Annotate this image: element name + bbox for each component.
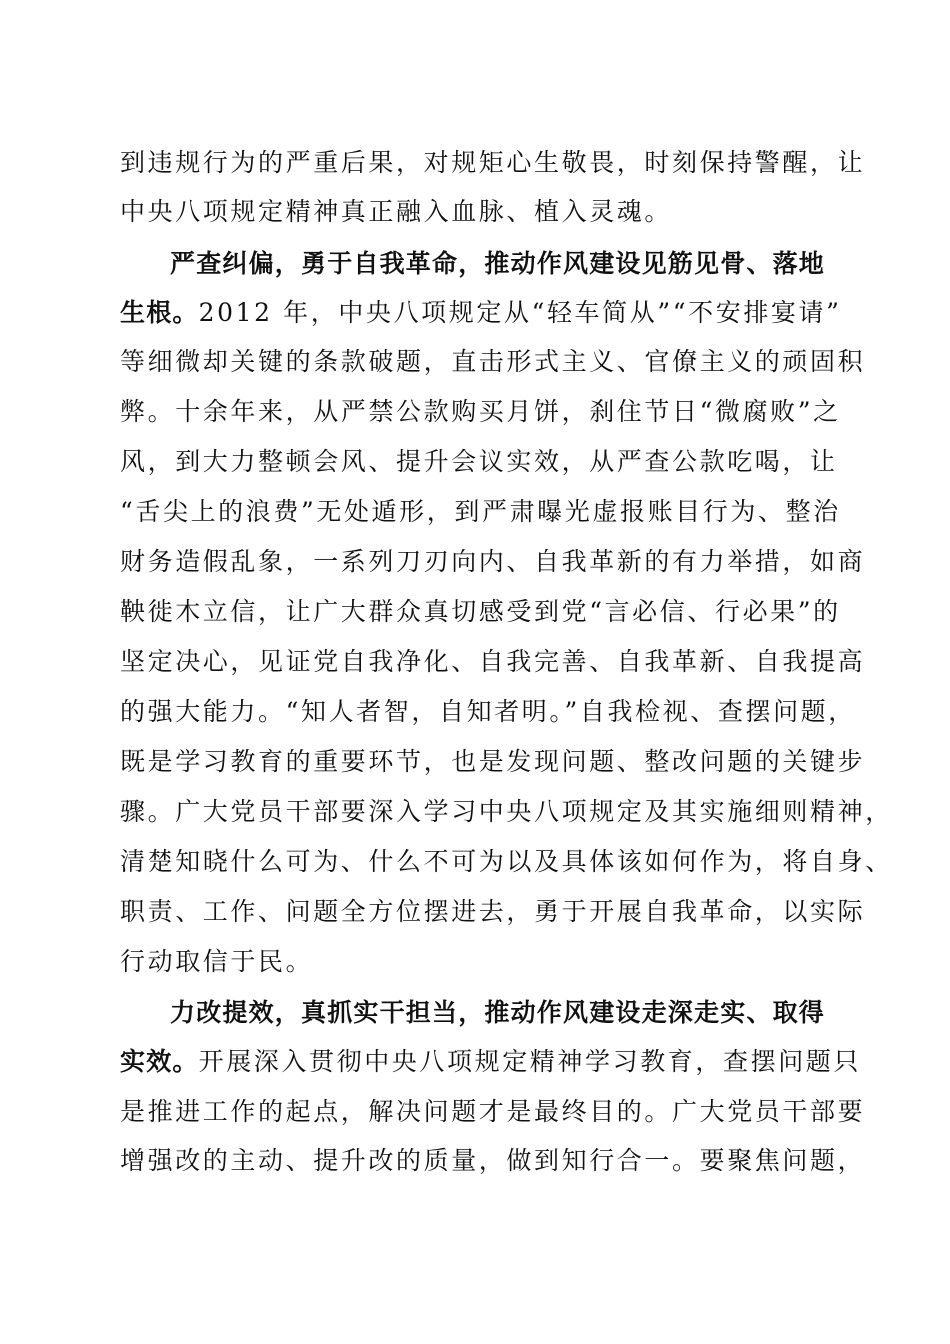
text-line-5 [120, 347, 866, 377]
line-text: 行动取信于民。 [120, 947, 314, 976]
line-text: 到违规行为的严重后果，对规矩心生敬畏，时刻保持警醒，让 [120, 148, 866, 177]
heading-text: 严查纠偏，勇于自我革命，推动作风建设见筋见骨、落地 [170, 249, 826, 278]
text-line-4 [120, 298, 842, 328]
text-line-2 [120, 197, 835, 227]
text-line-19 [120, 1047, 862, 1077]
text-line-12 [120, 697, 856, 727]
line-text: 清楚知晓什么可为、什么不可为以及具体该如何作为，将自身、 [120, 847, 893, 876]
text-line-10 [120, 597, 841, 627]
line-text: 弊。十余年来，从严禁公款购买月饼，刹住节日“微腐败”之 [120, 397, 841, 426]
text-line-1 [120, 148, 866, 178]
line-text: 职责、工作、问题全方位摆进去，勇于开展自我革命，以实际 [120, 897, 866, 926]
line-text: 鞅徙木立信，让广大群众真切感受到党“言必信、行必果”的 [120, 597, 841, 626]
line-text: 中央八项规定精神真正融入血脉、植入灵魂。 [120, 197, 673, 226]
text-line-13 [120, 747, 866, 777]
text-line-20 [120, 1097, 866, 1127]
line-text: 骤。广大党员干部要深入学习中央八项规定及其实施细则精神， [120, 797, 893, 826]
line-text: 风，到大力整顿会风、提升会议实效，从严查公款吃喝，让 [120, 447, 838, 476]
text-line-21 [120, 1146, 866, 1176]
text-line-17 [120, 947, 835, 977]
text-line-11 [120, 647, 866, 677]
line-text: 财务造假乱象，一系列刀刃向内、自我革新的有力举措，如商 [120, 547, 866, 576]
section-heading-2 [170, 998, 835, 1028]
section-heading-1 [170, 249, 835, 279]
line-text: 等细微却关键的条款破题，直击形式主义、官僚主义的顽固积 [120, 347, 866, 376]
line-text: 增强改的主动、提升改的质量，做到知行合一。要聚焦问题， [120, 1146, 866, 1175]
text-line-6 [120, 397, 841, 427]
text-line-7 [120, 447, 838, 477]
heading-text: 实效。 [120, 1047, 199, 1076]
line-text: 既是学习教育的重要环节，也是发现问题、整改问题的关键步 [120, 747, 866, 776]
text-line-9 [120, 547, 866, 577]
line-text: 开展深入贯彻中央八项规定精神学习教育，查摆问题只 [198, 1047, 862, 1076]
line-text: 是推进工作的起点，解决问题才是最终目的。广大党员干部要 [120, 1097, 866, 1126]
line-text: 2012 年，中央八项规定从“轻车简从”“不安排宴请” [198, 298, 842, 327]
line-text: 的强大能力。“知人者智，自知者明。”自我检视、查摆问题， [120, 697, 856, 726]
heading-text: 生根。 [120, 298, 199, 327]
text-line-15 [120, 847, 893, 877]
text-line-14 [120, 797, 893, 827]
text-line-16 [120, 897, 866, 927]
line-text: 坚定决心，见证党自我净化、自我完善、自我革新、自我提高 [120, 647, 866, 676]
line-text: “舌尖上的浪费”无处遁形，到严肃曝光虚报账目行为、整治 [120, 497, 841, 526]
heading-text: 力改提效，真抓实干担当，推动作风建设走深走实、取得 [170, 998, 826, 1027]
text-line-8 [120, 497, 841, 527]
